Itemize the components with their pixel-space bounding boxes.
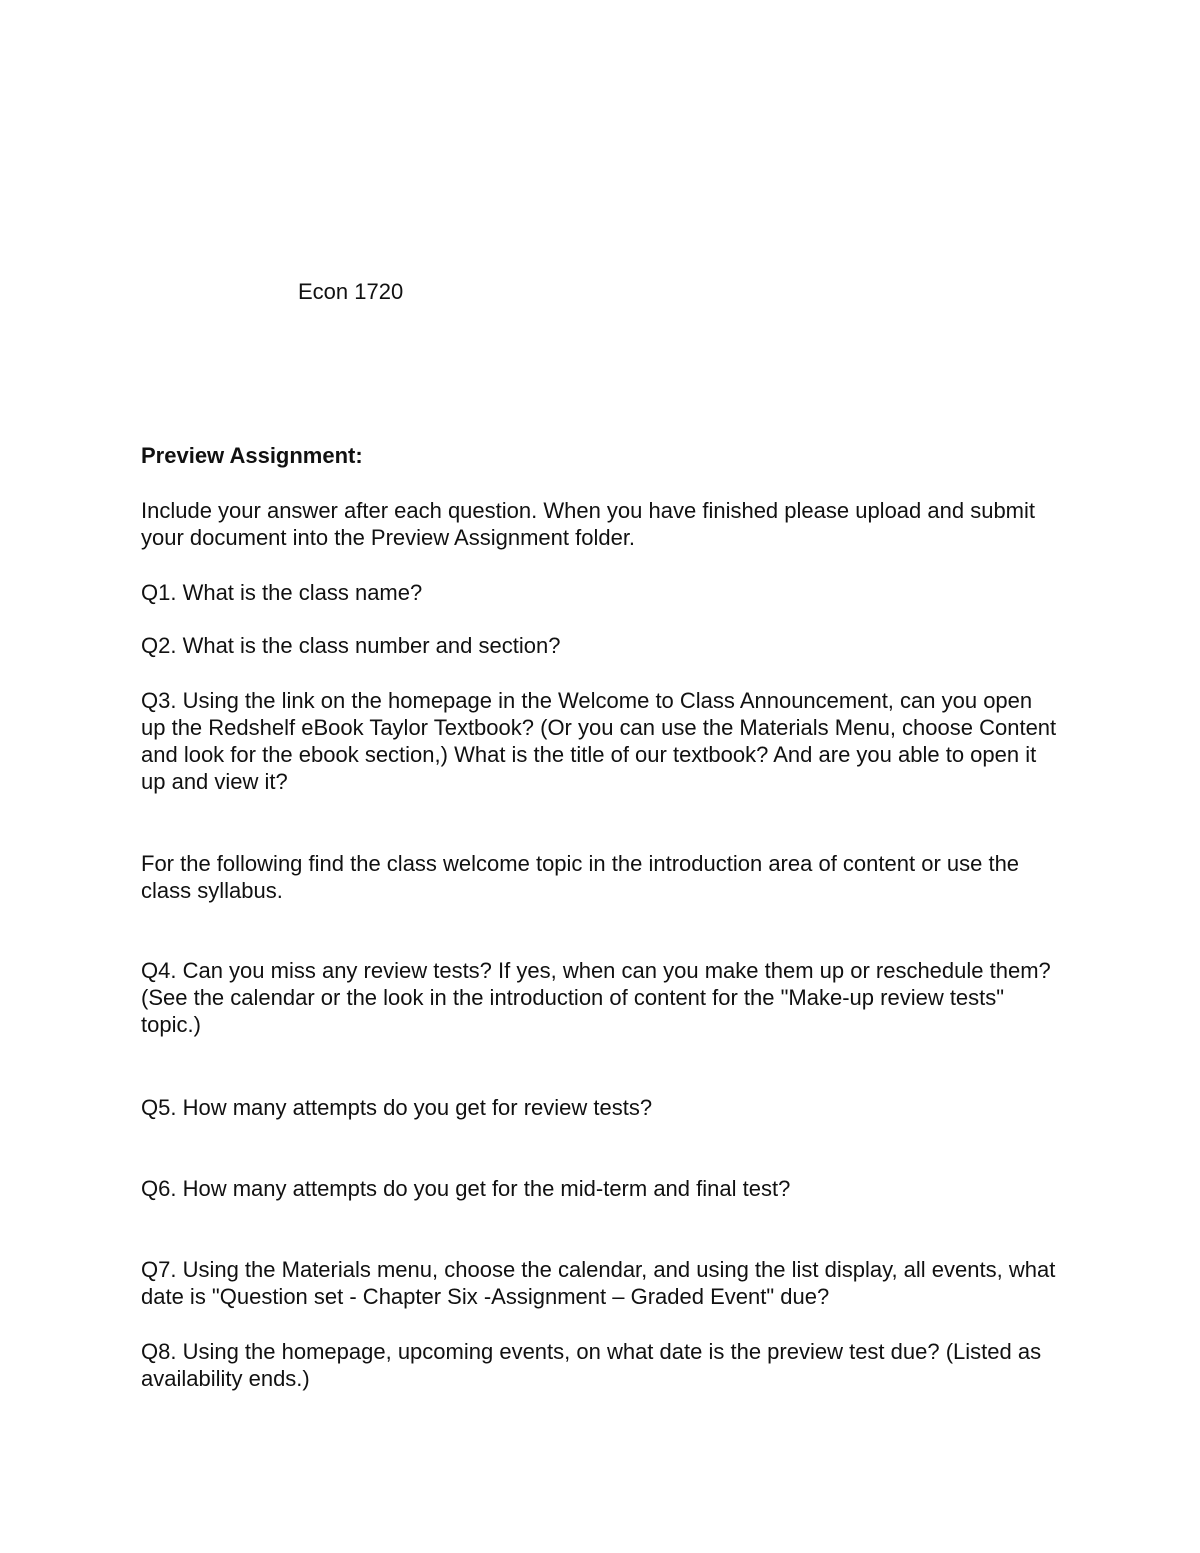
- question-6: Q6. How many attempts do you get for the mid-term and final test?: [141, 1176, 791, 1201]
- instructions-paragraph: Include your answer after each question. When you have finished please upload and submit your document into the Preview Assignment folder.: [141, 498, 1036, 550]
- question-3: Q3. Using the link on the homepage in the Welcome to Class Announcement, can you open up the Redshelf eBook Taylor Textbook? (Or you can use the Materials Menu, choose Content and look for the ebook section,) What is the title of our textbook? And are you able to open it up and view it?: [141, 688, 1057, 794]
- question-1: Q1. What is the class name?: [141, 580, 423, 605]
- question-4: Q4. Can you miss any review tests? If yes, when can you make them up or reschedule them? (See the calendar or the look in the introduction of content for the "Make-up review tests" topic.): [141, 958, 1051, 1037]
- question-5: Q5. How many attempts do you get for review tests?: [141, 1095, 653, 1120]
- assignment-title: Preview Assignment:: [141, 443, 363, 468]
- question-2: Q2. What is the class number and section?: [141, 633, 561, 658]
- question-8: Q8. Using the homepage, upcoming events, on what date is the preview test due? (Listed as availability ends.): [141, 1339, 1042, 1391]
- intro-note: For the following find the class welcome topic in the introduction area of content or use the class syllabus.: [141, 851, 1020, 903]
- question-7: Q7. Using the Materials menu, choose the calendar, and using the list display, all events, what date is "Question set - Chapter Six -Assignment – Graded Event" due?: [141, 1257, 1056, 1309]
- course-value: Econ 1720: [298, 279, 404, 304]
